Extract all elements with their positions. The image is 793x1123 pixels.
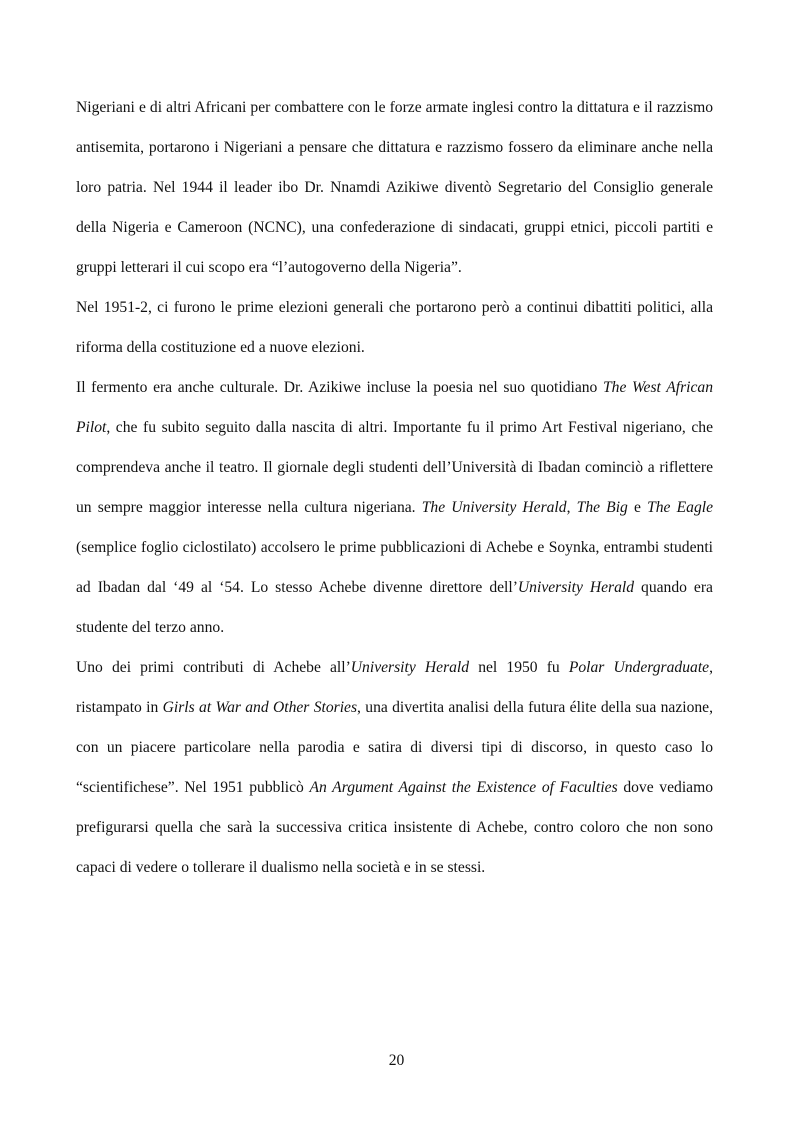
paragraph-3 <box>76 368 713 648</box>
text-run: Uno dei primi contributi di Achebe all’ <box>76 659 351 676</box>
text-run: dove vediamo prefigurarsi quella che sarà la successiva critica insistente di Achebe, contro coloro che non sono capaci di vedere o tollerare il dualismo nella società e in se stessi. <box>76 779 713 876</box>
paragraph-4 <box>76 648 713 888</box>
italic-title: Polar Undergraduate <box>568 659 710 676</box>
italic-title: The Eagle <box>647 499 713 516</box>
paragraph-2 <box>76 288 713 368</box>
text-run: Il fermento era anche culturale. Dr. Azikiwe incluse la poesia nel suo quotidiano <box>76 379 603 396</box>
italic-title: The Big <box>576 499 628 516</box>
italic-title: University Herald <box>517 579 635 596</box>
text-run: , <box>566 499 577 516</box>
italic-title: An Argument Against the Existence of Faculties <box>309 779 618 796</box>
text-run: , ristampato in <box>76 659 713 716</box>
text-run: Nel 1951-2, ci furono le prime elezioni generali che portarono però a continui dibattiti politici, alla riforma della costituzione ed a nuove elezioni. <box>76 299 713 356</box>
text-run: , che fu subito seguito dalla nascita di altri. Importante fu il primo Art Festival nigeriano, che comprendeva anche il teatro. Il giornale degli studenti dell’Università di Ibadan cominciò a riflettere un sempre maggior interesse nella cultura nigeriana. <box>76 419 713 516</box>
text-run: nel 1950 fu <box>469 659 569 676</box>
italic-title: The University Herald <box>421 499 567 516</box>
text-run: Nigeriani e di altri Africani per combattere con le forze armate inglesi contro la dittatura e il razzismo antisemita, portarono i Nigeriani a pensare che dittatura e razzismo fossero da eliminare anche nella loro patria. Nel 1944 il leader ibo Dr. Nnamdi Azikiwe diventò Segretario del Consiglio generale della Nigeria e Cameroon (NCNC), una confederazione di sindacati, gruppi etnici, piccoli partiti e gruppi letterari il cui scopo era “l’autogoverno della Nigeria”. <box>76 99 713 276</box>
paragraph-1 <box>76 88 713 288</box>
italic-title: Girls at War and Other Stories <box>162 699 358 716</box>
text-run: (semplice foglio ciclostilato) accolsero le prime pubblicazioni di Achebe e Soynka, entrambi studenti ad Ibadan dal ‘49 al ‘54. Lo stesso Achebe divenne direttore dell’ <box>76 539 713 596</box>
text-run: , una divertita analisi della futura élite della sua nazione, con un piacere particolare nella parodia e satira di diversi tipi di discorso, in questo caso lo “scientifichese”. Nel 1951 pubblicò <box>76 699 713 796</box>
text-run: quando era studente del terzo anno. <box>76 579 713 636</box>
italic-title: University Herald <box>350 659 470 676</box>
document-body <box>76 88 713 888</box>
italic-title: The West African Pilot <box>76 379 713 436</box>
page-number: 20 <box>388 1052 405 1069</box>
text-run: e <box>627 499 648 516</box>
